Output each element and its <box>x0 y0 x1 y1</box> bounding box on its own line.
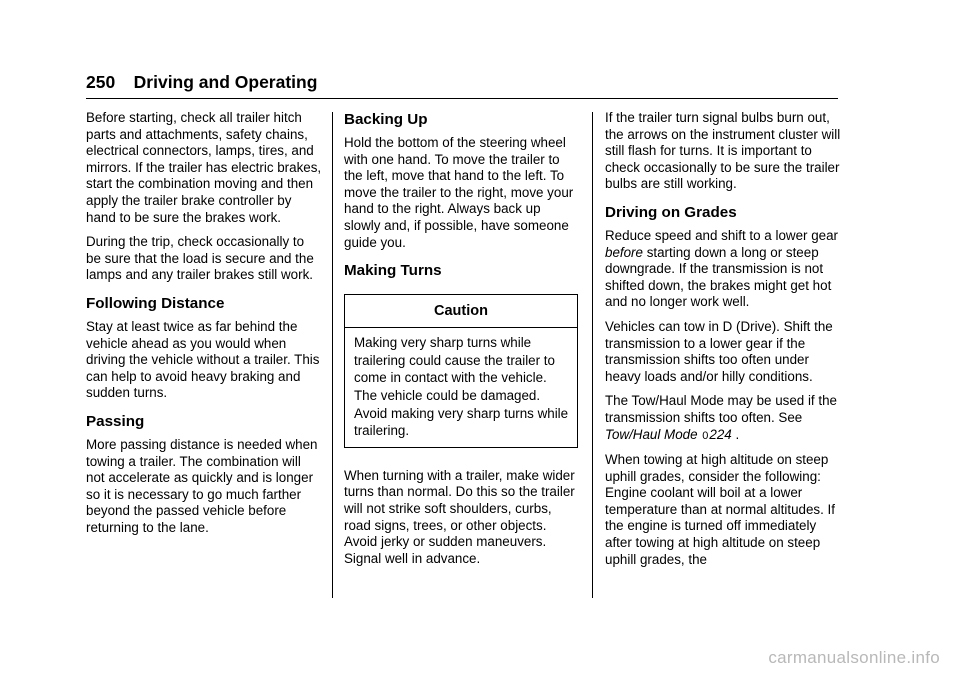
following-distance-heading: Following Distance <box>86 294 225 312</box>
tow-haul-mode-link[interactable]: Tow/Haul Mode <box>605 426 698 442</box>
trip-check-paragraph: During the trip, check occasionally to be sure that the load is secure and the lamps and any trailer brakes still work. <box>86 234 314 283</box>
making-turns-paragraph: When turning with a trailer, make wider turns than normal. Do this so the trailer will not strike soft shoulders, curbs, road signs, trees, or other objects. Avoid jerky or sudden maneuvers. Signal well in advance. <box>344 467 575 566</box>
grades-paragraph <box>605 228 841 311</box>
caution-box <box>344 294 578 448</box>
turn-signal-paragraph: If the trailer turn signal bulbs burn out, the arrows on the instrument cluster will still flash for turns. It is important to check occasionally to be sure the trailer bulbs are still working. <box>605 110 841 192</box>
page-number: 250 <box>86 72 116 92</box>
grades-emphasis: before <box>605 244 643 260</box>
column-1 <box>86 110 322 544</box>
tow-haul-page-link[interactable]: 224 <box>709 426 732 442</box>
passing-heading: Passing <box>86 412 145 430</box>
caution-title: Caution <box>345 295 577 328</box>
section-title: Driving and Operating <box>133 72 318 92</box>
making-turns-heading: Making Turns <box>344 262 442 280</box>
page-reference-icon: 0 <box>702 429 709 442</box>
trailer-check-paragraph: Before starting, check all trailer hitch parts and attachments, safety chains, electrical connectors, lamps, tires, and mirrors. If the trailer has electric brakes, start the combination moving and then apply the trailer brake controller by hand to be sure the brakes work. <box>86 110 322 225</box>
column-2 <box>344 110 580 575</box>
page-header <box>86 70 838 94</box>
tow-haul-text-a: The Tow/Haul Mode may be used if the transmission shifts too often. See <box>605 393 837 425</box>
backing-up-paragraph: Hold the bottom of the steering wheel with one hand. To move the trailer to the left, move that hand to the left. To move the trailer to the right, move your hand to the right. Always back up slowly and, if possible, have someone guide you. <box>344 135 574 250</box>
tow-haul-paragraph <box>605 393 841 444</box>
tow-haul-text-b: . <box>731 426 740 442</box>
passing-paragraph: More passing distance is needed when towing a trailer. The combination will not accelerate as quickly and is longer so it is necessary to go much farther beyond the passed vehicle before returning to the lane. <box>86 436 318 535</box>
column-3 <box>605 110 841 576</box>
header-rule <box>86 98 838 99</box>
backing-up-heading: Backing Up <box>344 111 428 128</box>
watermark-text: carmanualsonline.info <box>768 648 940 667</box>
tow-drive-paragraph: Vehicles can tow in D (Drive). Shift the transmission to a lower gear if the transmission shifts too often under heavy loads and/or hilly conditions. <box>605 318 833 384</box>
caution-text: Making very sharp turns while trailering could cause the trailer to come in contact with the vehicle. The vehicle could be damaged. Avoid making very sharp turns while trailering. <box>354 335 569 439</box>
high-altitude-paragraph: When towing at high altitude on steep uphill grades, consider the following: Engine coolant will boil at a lower temperature than at normal altitudes. If the engine is turned off immediately after towing at high altitude on steep uphill grades, the <box>605 452 835 567</box>
driving-on-grades-heading: Driving on Grades <box>605 203 737 221</box>
grades-text-a: Reduce speed and shift to a lower gear <box>605 227 838 243</box>
column-divider-1 <box>332 112 333 598</box>
following-distance-paragraph: Stay at least twice as far behind the vehicle ahead as you would when driving the vehicle without a trailer. This can help to avoid heavy braking and sudden turns. <box>86 318 320 401</box>
column-divider-2 <box>592 112 593 598</box>
grades-text-b: starting down a long or steep downgrade. If the transmission is not shifted down, the brakes might get hot and no longer work well. <box>605 244 832 310</box>
